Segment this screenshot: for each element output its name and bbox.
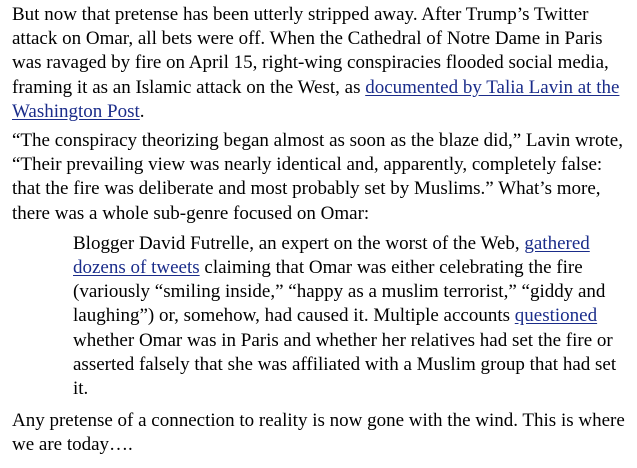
paragraph-text: Any pretense of a connection to reality is now gone with the wind. This is where we are today….	[12, 410, 625, 456]
paragraph-lavin-quote	[12, 129, 632, 226]
quote-text: Blogger David Futrelle, an expert on the worst of the Web,	[73, 232, 525, 254]
blockquote-futrelle	[73, 232, 633, 401]
paragraph-text-end: .	[139, 100, 145, 122]
article-body	[12, 3, 632, 458]
paragraph-conclusion	[12, 409, 632, 457]
link-washington-post-article[interactable]: documented by Talia Lavin at the Washington Post	[12, 76, 620, 122]
quote-text-middle: claiming that Omar was either celebrating the fire (variously “smiling inside,” “happy as a muslim terrorist,” “giddy and laughing”) or, somehow, had caused it. Multiple accounts	[73, 257, 606, 327]
quote-text-end: whether Omar was in Paris and whether her relatives had set the fire or asserted falsely that she was affiliated with a Muslim group that had set it.	[73, 329, 617, 400]
paragraph-text: “The conspiracy theorizing began almost as soon as the blaze did,” Lavin wrote, “Their prevailing view was nearly identical and, apparently, completely false: that the fire was deliberate and most probably set by Muslims.” What’s more, there was a whole sub-genre focused on Omar:	[12, 130, 623, 224]
link-questioned[interactable]: questioned	[514, 305, 598, 327]
link-gathered-tweets[interactable]: gathered dozens of tweets	[73, 232, 590, 279]
paragraph-notre-dame	[12, 3, 632, 124]
paragraph-text: But now that pretense has been utterly stripped away. After Trump’s Twitter attack on Omar, all bets were off. When the Cathedral of Notre Dame in Paris was ravaged by fire on April 15, right-wing conspiracies flooded social media, framing it as an Islamic attack on the West, as	[12, 4, 609, 98]
